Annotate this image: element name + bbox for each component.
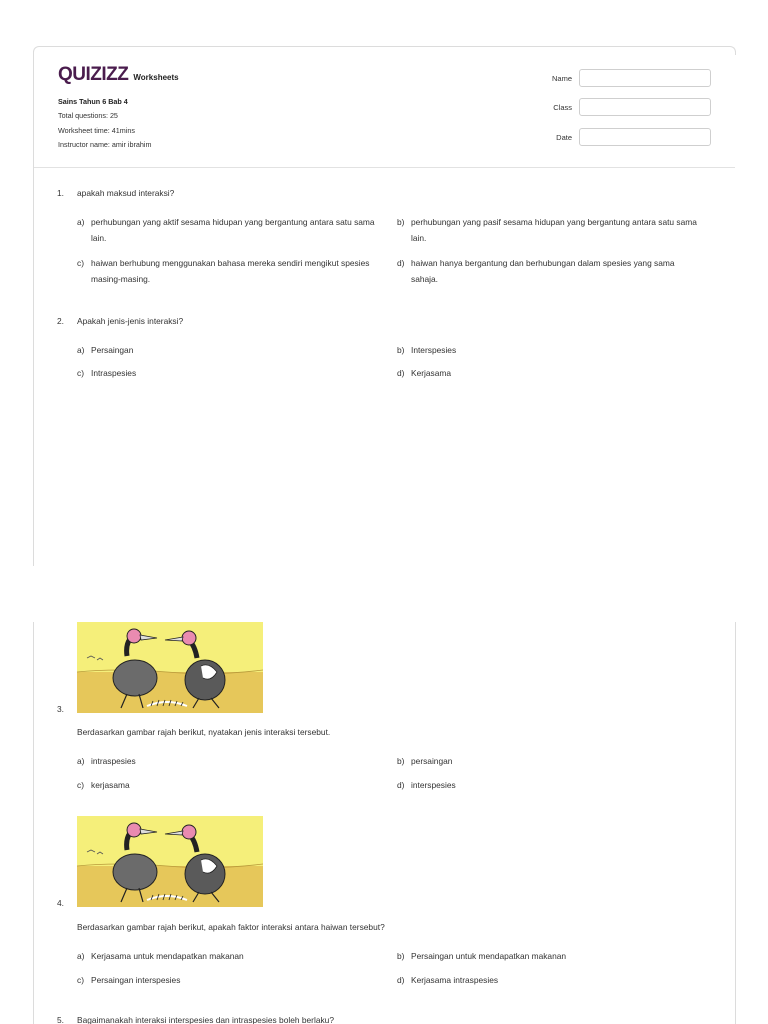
- option-label: b): [397, 756, 405, 766]
- name-field-row: [532, 69, 711, 87]
- option-text: kerjasama: [91, 780, 130, 790]
- option-label: d): [397, 975, 405, 985]
- option-label: d): [397, 780, 405, 790]
- option-label: b): [397, 951, 405, 961]
- question-2-option-b[interactable]: [397, 342, 702, 358]
- option-text: perhubungan yang pasif sesama hidupan yang bergantung antara satu sama lain.: [411, 217, 697, 243]
- option-text: Kerjasama intraspesies: [411, 975, 499, 985]
- vultures-illustration: [77, 816, 263, 907]
- question-4-text: Berdasarkan gambar rajah berikut, apakah faktor interaksi antara haiwan tersebut?: [77, 922, 385, 932]
- date-label: Date: [556, 132, 572, 142]
- option-text: haiwan berhubung menggunakan bahasa mereka sendiri mengikut spesies masing-masing.: [91, 258, 370, 284]
- worksheet-page-1: [33, 46, 736, 566]
- option-label: c): [77, 258, 84, 268]
- option-label: a): [77, 951, 85, 961]
- class-field-row: [532, 98, 711, 116]
- question-3-option-d[interactable]: [397, 777, 702, 793]
- question-3-option-b[interactable]: [397, 753, 702, 769]
- question-3-option-c[interactable]: [77, 777, 377, 793]
- vultures-illustration: [77, 622, 263, 713]
- option-label: b): [397, 217, 405, 227]
- question-4-option-b[interactable]: [397, 948, 702, 964]
- quizizz-logo: [58, 64, 179, 86]
- worksheet-time: Worksheet time: 41mins: [58, 125, 135, 135]
- option-label: a): [77, 217, 85, 227]
- question-2-text: Apakah jenis-jenis interaksi?: [77, 316, 184, 326]
- option-label: c): [77, 368, 84, 378]
- class-label: Class: [553, 102, 572, 112]
- worksheet-meta: [58, 95, 151, 152]
- question-2-option-c[interactable]: [77, 365, 377, 381]
- option-text: Intraspesies: [91, 368, 137, 378]
- date-input[interactable]: [579, 128, 711, 146]
- question-3-image: [77, 622, 263, 713]
- brand-name: QUIZIZZ: [58, 64, 129, 85]
- option-text: perhubungan yang aktif sesama hidupan yang bergantung antara satu sama lain.: [91, 217, 375, 243]
- question-1-option-a[interactable]: [77, 214, 377, 246]
- name-label: Name: [551, 73, 572, 83]
- option-text: interspesies: [411, 780, 456, 790]
- question-3-text: Berdasarkan gambar rajah berikut, nyatakan jenis interaksi tersebut.: [77, 727, 331, 737]
- option-text: Interspesies: [411, 345, 457, 355]
- question-4-image: [77, 816, 263, 907]
- total-questions: Total questions: 25: [58, 111, 118, 121]
- option-label: a): [77, 345, 85, 355]
- question-1-option-b[interactable]: [397, 214, 702, 246]
- question-3-number: 3.: [57, 704, 64, 714]
- question-4-option-a[interactable]: [77, 948, 377, 964]
- option-label: a): [77, 756, 85, 766]
- question-2-option-a[interactable]: [77, 342, 377, 358]
- question-4-option-c[interactable]: [77, 972, 377, 988]
- option-text: haiwan hanya bergantung dan berhubungan dalam spesies yang sama sahaja.: [411, 258, 675, 284]
- option-label: d): [397, 368, 405, 378]
- name-input[interactable]: [579, 69, 711, 87]
- option-label: c): [77, 975, 84, 985]
- worksheet-header: [34, 47, 735, 168]
- date-field-row: [532, 128, 711, 146]
- option-text: intraspesies: [91, 756, 136, 766]
- class-input[interactable]: [579, 98, 711, 116]
- option-text: Persaingan interspesies: [91, 975, 181, 985]
- option-text: Kerjasama untuk mendapatkan makanan: [91, 951, 244, 961]
- question-3-option-a[interactable]: [77, 753, 377, 769]
- question-2-number: 2.: [57, 316, 64, 326]
- question-1-number: 1.: [57, 188, 64, 198]
- question-4-option-d[interactable]: [397, 972, 702, 988]
- option-text: Kerjasama: [411, 368, 452, 378]
- instructor-name: Instructor name: amir ibrahim: [58, 139, 152, 149]
- question-4-number: 4.: [57, 898, 64, 908]
- option-text: Persaingan untuk mendapatkan makanan: [411, 951, 567, 961]
- option-label: d): [397, 258, 405, 268]
- question-5-text: Bagaimanakah interaksi interspesies dan intraspesies boleh berlaku?: [77, 1015, 334, 1024]
- question-1-text: apakah maksud interaksi?: [77, 188, 175, 198]
- option-text: Persaingan: [91, 345, 134, 355]
- worksheet-title: Sains Tahun 6 Bab 4: [58, 97, 128, 106]
- brand-subtitle: Worksheets: [133, 73, 179, 82]
- question-2-option-d[interactable]: [397, 365, 702, 381]
- question-5-number: 5.: [57, 1015, 64, 1024]
- option-label: b): [397, 345, 405, 355]
- option-label: c): [77, 780, 84, 790]
- question-1-option-c[interactable]: [77, 255, 377, 287]
- option-text: persaingan: [411, 756, 453, 766]
- question-1-option-d[interactable]: [397, 255, 702, 287]
